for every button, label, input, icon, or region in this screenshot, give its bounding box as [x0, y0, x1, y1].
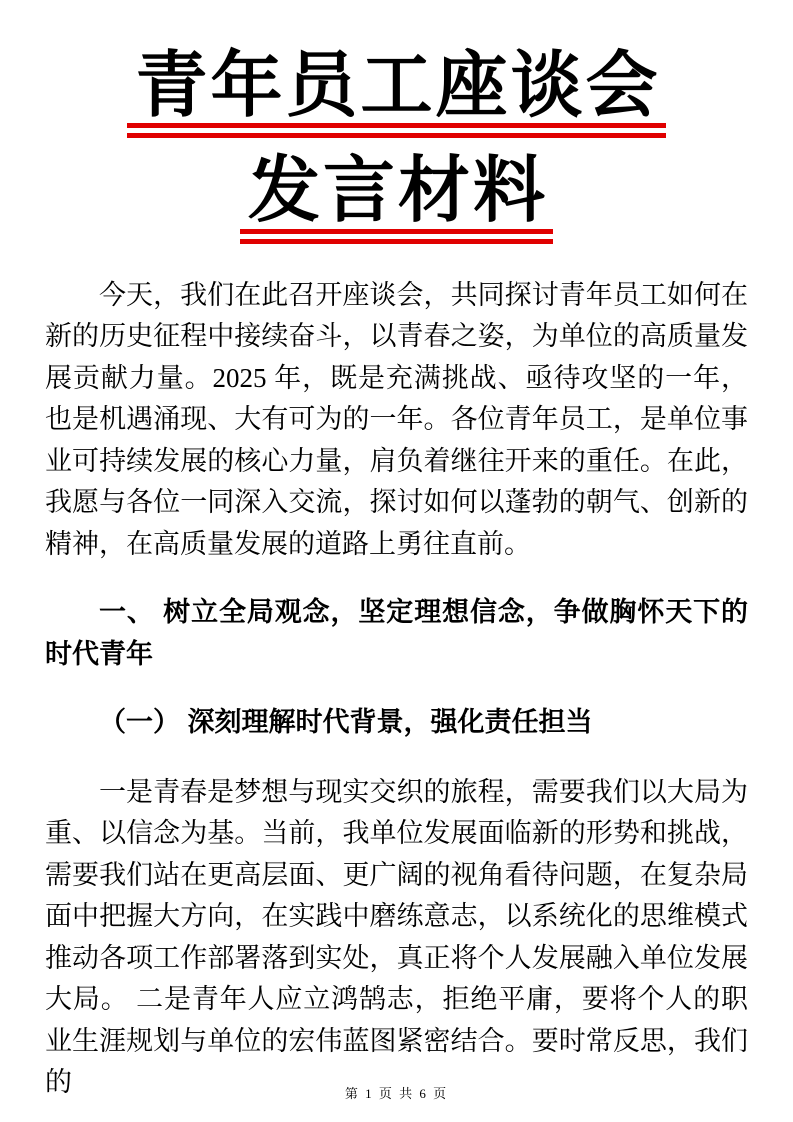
intro-paragraph: 今天，我们在此召开座谈会，共同探讨青年员工如何在新的历史征程中接续奋斗，以青春之姿，为单位的高质量发展贡献力量。2025 年，既是充满挑战、亟待攻坚的一年，也是机遇涌现、大有可为的一年。各位青年员工，是单位事业可持续发展的核心力量，肩负着继往开来的重任。在此，我愿与各位一同深入交流，探讨如何以蓬勃的朝气、创新的精神，在高质量发展的道路上勇往直前。 — [45, 279, 748, 559]
title-line-1-wrap — [45, 46, 748, 138]
title-line-2-wrap — [45, 151, 748, 243]
page-number-footer: 第 1 页 共 6 页 — [344, 1086, 449, 1101]
title-line-2: 发言材料 — [240, 155, 553, 243]
document-title — [45, 46, 748, 244]
body-paragraph-1: 一是青春是梦想与现实交织的旅程，需要我们以大局为重、以信念为基。当前，我单位发展面临新的形势和挑战，需要我们站在更高层面、更广阔的视角看待问题，在复杂局面中把握大方向，在实践中磨练意志，以系统化的思维模式推动各项工作部署落到实处，真正将个人发展融入单位发展大局。 二是青年人应立鸿鹄志，拒绝平庸，要将个人的职业生涯规划与单位的宏伟蓝图紧密结合。要时常反思，我们的 — [45, 776, 748, 1098]
title-line-1: 青年员工座谈会 — [127, 50, 665, 138]
subsection-heading-1-1: （一） 深刻理解时代背景，强化责任担当 — [99, 707, 593, 738]
document-body — [45, 275, 748, 1104]
section-heading-1: 一、 树立全局观念，坚定理想信念，争做胸怀天下的时代青年 — [45, 597, 748, 669]
